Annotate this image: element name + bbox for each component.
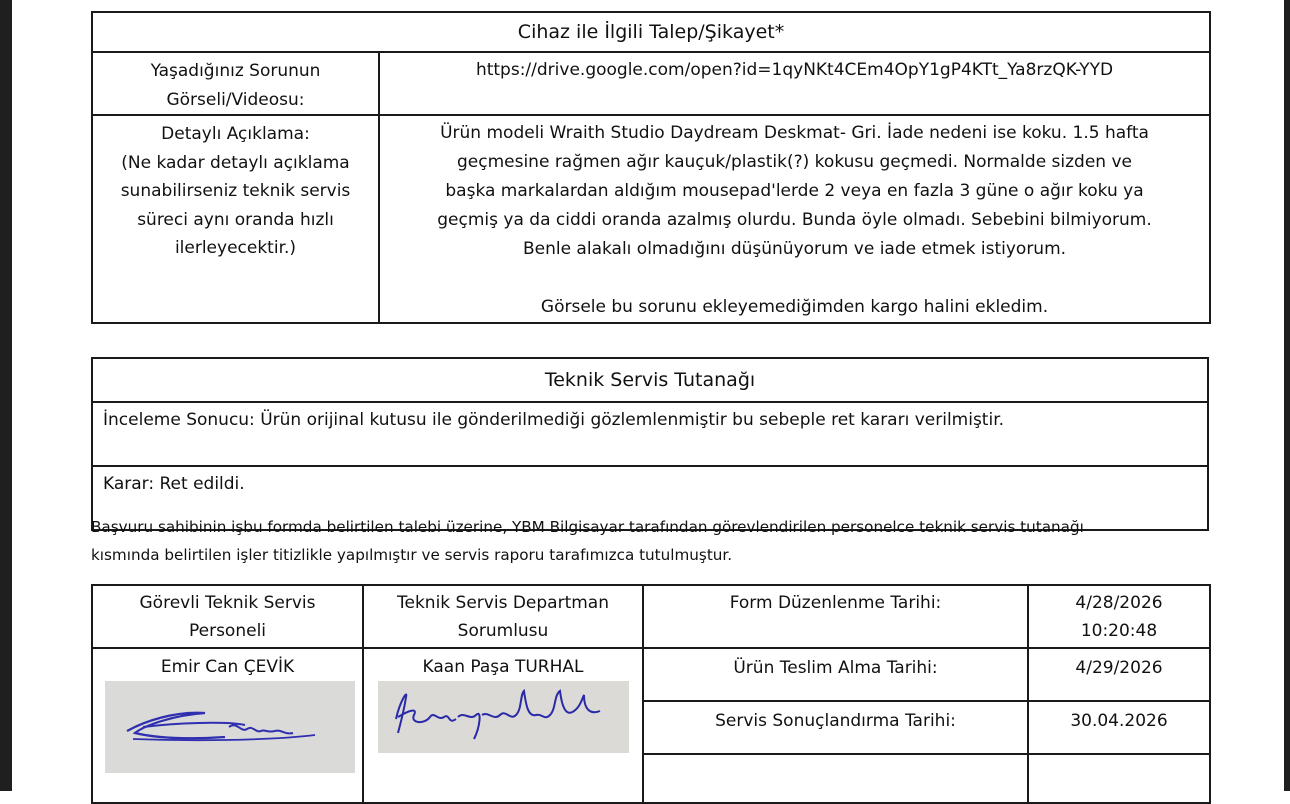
staff-name: Emir Can ÇEVİK (160, 657, 295, 677)
dept-name: Kaan Paşa TURHAL (422, 657, 584, 677)
media-link[interactable]: https://drive.google.com/open?id=1qyNKt4CEm4OpY1gP4KTt_Ya8rzQK-YYD (379, 52, 1210, 115)
staff-header: Görevli Teknik Servis Personeli (92, 585, 363, 648)
form-date-value: 4/28/2026 10:20:48 (1028, 585, 1210, 648)
signature-table (91, 584, 1211, 804)
empty-value-cell (1028, 754, 1210, 803)
dept-signature-image (378, 681, 629, 753)
form-date-label: Form Düzenlenme Tarihi: (643, 585, 1028, 648)
complete-date-value: 30.04.2026 (1028, 701, 1210, 754)
receive-date-value: 4/29/2026 (1028, 648, 1210, 701)
inspection-result: İnceleme Sonucu: Ürün orijinal kutusu ile gönderilmediği gözlemlenmiştir bu sebeple ret kararı verilmiştir. (92, 402, 1208, 466)
request-table (91, 11, 1211, 324)
receive-date-label: Ürün Teslim Alma Tarihi: (643, 648, 1028, 701)
service-report-title: Teknik Servis Tutanağı (92, 358, 1208, 402)
disclaimer-note: Başvuru sahibinin işbu formda belirtilen talebi üzerine, YBM Bilgisayar tarafından görevlendirilen personelce teknik servis tutanağı kısmında belirtilen işler titizlikle yapılmıştır ve servis raporu tarafımızca tutulmuştur. (91, 518, 1084, 564)
dept-signature-cell (363, 648, 643, 803)
decision: Karar: Ret edildi. (92, 466, 1208, 530)
viewer-right-edge (1284, 0, 1290, 791)
service-report-table (91, 357, 1209, 531)
detail-description: Ürün modeli Wraith Studio Daydream Deskmat- Gri. İade nedeni ise koku. 1.5 hafta geçmesine rağmen ağır kauçuk/plastik(?) kokusu geçmedi. Normalde sizden ve başka markalardan aldığım mousepad'lerde 2 veya en fazla 3 güne o ağır koku ya geçmiş ya da ciddi oranda azalmış olurdu. Bunda öyle olmadı. Sebebini bilmiyorum. Benle alakalı olmadığını düşünüyorum ve iade etmek istiyorum. Görsele bu sorunu ekleyemediğimden kargo halini ekledim. (379, 115, 1210, 323)
empty-label-cell (643, 754, 1028, 803)
staff-signature-image (105, 681, 355, 773)
media-label: Yaşadığınız Sorunun Görseli/Videosu: (92, 52, 379, 115)
dept-header: Teknik Servis Departman Sorumlusu (363, 585, 643, 648)
staff-signature-cell (92, 648, 363, 803)
viewer-left-edge (0, 0, 12, 791)
detail-label: Detaylı Açıklama: (Ne kadar detaylı açıklama sunabilirseniz teknik servis süreci aynı oranda hızlı ilerleyecektir.) (92, 115, 379, 323)
request-title: Cihaz ile İlgili Talep/Şikayet* (92, 12, 1210, 52)
complete-date-label: Servis Sonuçlandırma Tarihi: (643, 701, 1028, 754)
